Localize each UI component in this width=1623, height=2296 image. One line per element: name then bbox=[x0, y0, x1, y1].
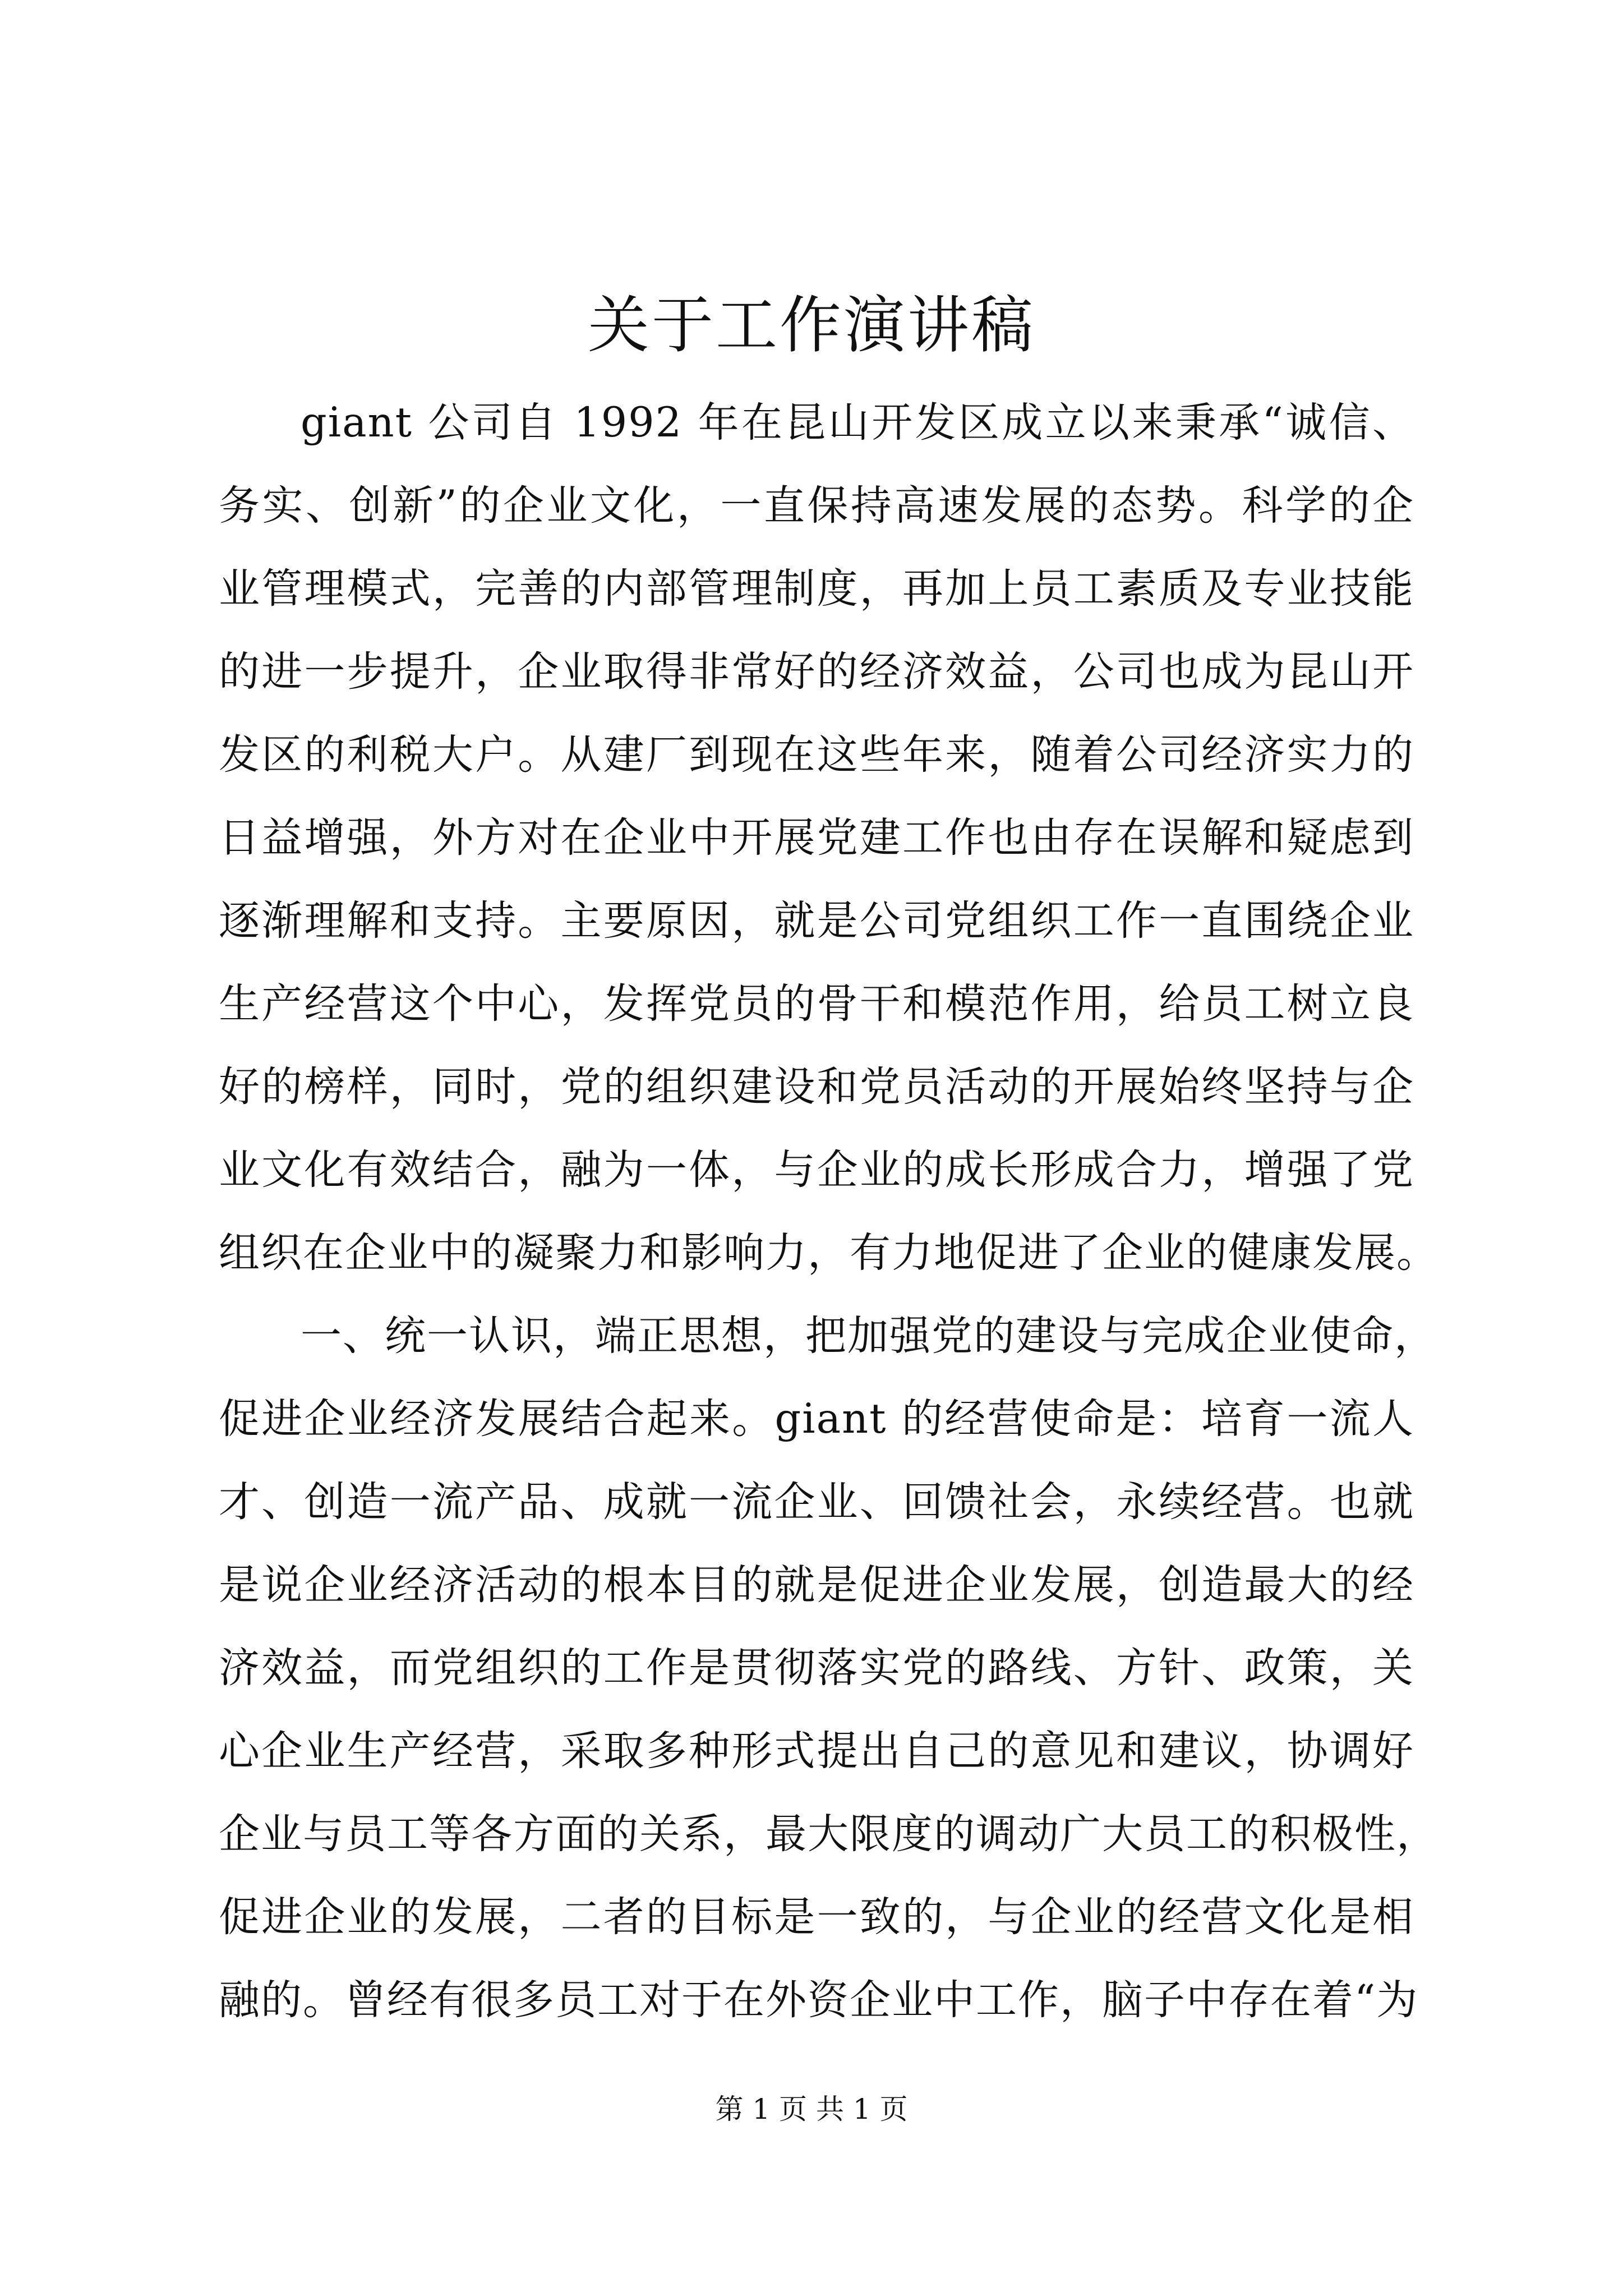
paragraph-line: 促进企业经济发展结合起来。giant 的经营使命是：培育一流人 bbox=[219, 1395, 1414, 1443]
paragraph-line: giant 公司自 1992 年在昆山开发区成立以来秉承“诚信、 bbox=[301, 399, 1414, 447]
paragraph-line: 日益增强，外方对在企业中开展党建工作也由存在误解和疑虑到 bbox=[219, 814, 1414, 862]
paragraph-line: 组织在企业中的凝聚力和影响力，有力地促进了企业的健康发展。 bbox=[219, 1229, 1438, 1277]
paragraph-line: 促进企业的发展，二者的目标是一致的，与企业的经营文化是相 bbox=[219, 1893, 1414, 1941]
paragraph-line: 逐渐理解和支持。主要原因，就是公司党组织工作一直围绕企业 bbox=[219, 897, 1414, 945]
document-body bbox=[219, 381, 1438, 2042]
paragraph-line: 济效益，而党组织的工作是贯彻落实党的路线、方针、政策，关 bbox=[219, 1644, 1414, 1692]
paragraph-line: 的进一步提升，企业取得非常好的经济效益，公司也成为昆山开 bbox=[219, 648, 1414, 696]
paragraph-line: 业文化有效结合，融为一体，与企业的成长形成合力，增强了党 bbox=[219, 1146, 1414, 1194]
page-footer: 第 1 页 共 1 页 bbox=[715, 2093, 908, 2125]
paragraph-line: 生产经营这个中心，发挥党员的骨干和模范作用，给员工树立良 bbox=[219, 980, 1414, 1028]
paragraph-line: 务实、创新”的企业文化，一直保持高速发展的态势。科学的企 bbox=[219, 482, 1414, 530]
paragraph-line: 融的。曾经有很多员工对于在外资企业中工作，脑子中存在着“为 bbox=[219, 1976, 1419, 2024]
paragraph-line: 心企业生产经营，采取多种形式提出自己的意见和建议，协调好 bbox=[219, 1727, 1414, 1775]
paragraph-line: 一、统一认识，端正思想，把加强党的建设与完成企业使命， bbox=[301, 1312, 1436, 1360]
document-title: 关于工作演讲稿 bbox=[588, 289, 1035, 361]
paragraph-line: 好的榜样，同时，党的组织建设和党员活动的开展始终坚持与企 bbox=[219, 1063, 1414, 1111]
paragraph-line: 企业与员工等各方面的关系，最大限度的调动广大员工的积极性， bbox=[219, 1810, 1438, 1858]
paragraph-line: 业管理模式，完善的内部管理制度，再加上员工素质及专业技能 bbox=[219, 565, 1414, 613]
paragraph-line: 发区的利税大户。从建厂到现在这些年来，随着公司经济实力的 bbox=[219, 731, 1414, 779]
paragraph-line: 才、创造一流产品、成就一流企业、回馈社会，永续经营。也就 bbox=[219, 1478, 1414, 1526]
paragraph-line: 是说企业经济活动的根本目的就是促进企业发展，创造最大的经 bbox=[219, 1561, 1414, 1609]
